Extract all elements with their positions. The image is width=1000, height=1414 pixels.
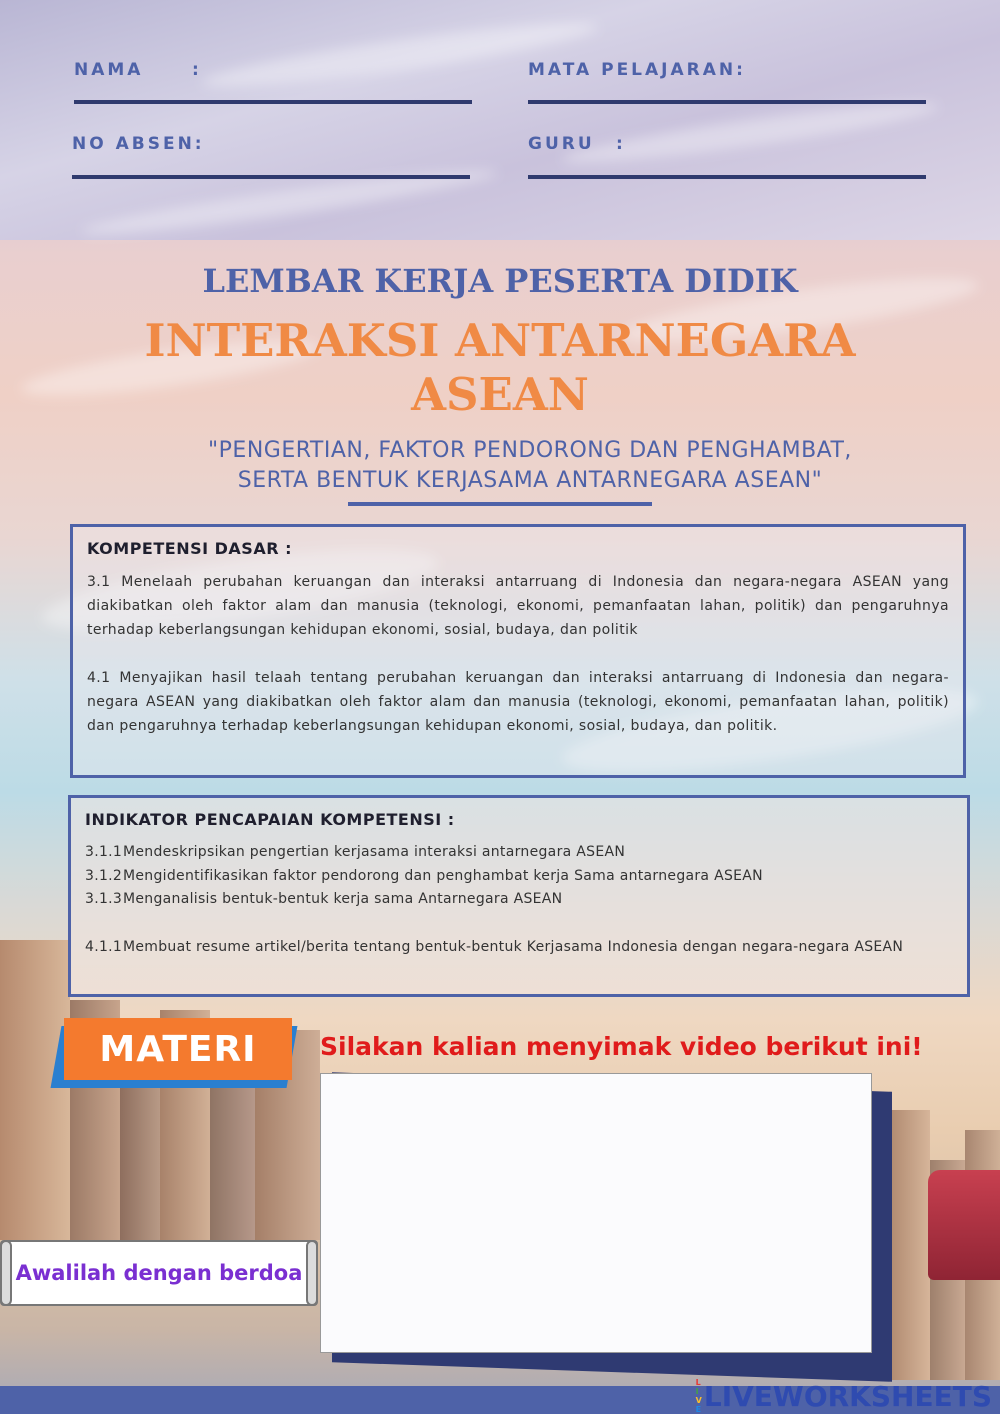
ferry-boat [928,1170,1000,1280]
video-embed-area[interactable] [320,1073,872,1353]
mapel-label: MATA PELAJARAN: [528,60,746,80]
indikator-number: 4.1.1 [85,938,123,955]
indikator-text: Mengidentifikasikan faktor pendorong dan penghambat kerja Sama antarnegara ASEAN [123,867,763,884]
nama-input-line[interactable] [74,100,472,104]
scroll-curl-left [0,1240,12,1306]
liveworksheets-text: LIVEWORKSHEETS [703,1379,992,1413]
absen-input-line[interactable] [72,175,470,179]
indikator-number: 3.1.3 [85,891,123,907]
prayer-banner [0,1240,318,1306]
prayer-text: Awalilah dengan berdoa [15,1261,303,1285]
guru-input-line[interactable] [528,175,926,179]
kd-item-4-1: 4.1 Menyajikan hasil telaah tentang perubahan keruangan dan interaksi antarruang di Indonesia dan negara- negara ASEAN yang diakibatkan oleh faktor alam dan manusia (teknologi, ekonomi, pemanfaatan lahan, politik) dan pengaruhnya terhadap keberlangsungan kehidupan ekonomi, sosial, budaya, dan politik. [87,670,949,734]
nama-colon: : [192,60,202,80]
nama-label: NAMA [74,60,144,80]
materi-label: MATERI [99,1028,257,1070]
indikator-heading: INDIKATOR PENCAPAIAN KOMPETENSI : [85,810,455,829]
indikator-number: 3.1.2 [85,867,123,884]
indikator-text: Membuat resume artikel/berita tentang bentuk-bentuk Kerjasama Indonesia dengan negara-negara ASEAN [123,938,904,955]
kd-item-3-1: 3.1 Menelaah perubahan keruangan dan interaksi antarruang di Indonesia dan negara-negara ASEAN yang diakibatkan oleh faktor alam dan manusia (teknologi, ekonomi, pemanfaatan lahan, politik) dan pengaruhnya terhadap keberlangsungan kehidupan ekonomi, sosial, budaya, dan politik [87,574,949,638]
indikator-text: Menganalisis bentuk-bentuk kerja sama Antarnegara ASEAN [123,891,563,907]
liveworksheets-mark-icon: L I V E [695,1378,702,1414]
kompetensi-dasar-heading: KOMPETENSI DASAR : [87,539,292,558]
topic-title [0,314,1000,422]
video-instruction: Silakan kalian menyimak video berikut ini! [320,1032,923,1061]
indikator-item [85,865,953,889]
mapel-input-line[interactable] [528,100,926,104]
indikator-item [85,841,953,865]
scroll-curl-right [306,1240,318,1306]
subtitle-underline [348,502,652,506]
worksheet-title: LEMBAR KERJA PESERTA DIDIK [202,262,798,300]
indikator-number: 3.1.1 [85,844,123,860]
subtitle [90,436,970,496]
subtitle-line1: "PENGERTIAN, FAKTOR PENDORONG DAN PENGHAMBAT, [208,438,852,463]
topic-title-line1: INTERAKSI ANTARNEGARA [144,314,856,367]
indikator-text: Mendeskripsikan pengertian kerjasama interaksi antarnegara ASEAN [123,844,626,860]
indikator-box [68,795,970,997]
subtitle-line2: SERTA BENTUK KERJASAMA ANTARNEGARA ASEAN" [237,468,823,493]
liveworksheets-logo[interactable] [696,1378,992,1414]
guru-colon: : [616,134,626,154]
indikator-item [85,888,953,912]
kompetensi-dasar-box [70,524,966,778]
absen-label: NO ABSEN: [72,134,205,154]
indikator-item [85,936,953,960]
guru-label: GURU [528,134,595,154]
topic-title-line2: ASEAN [411,368,589,421]
